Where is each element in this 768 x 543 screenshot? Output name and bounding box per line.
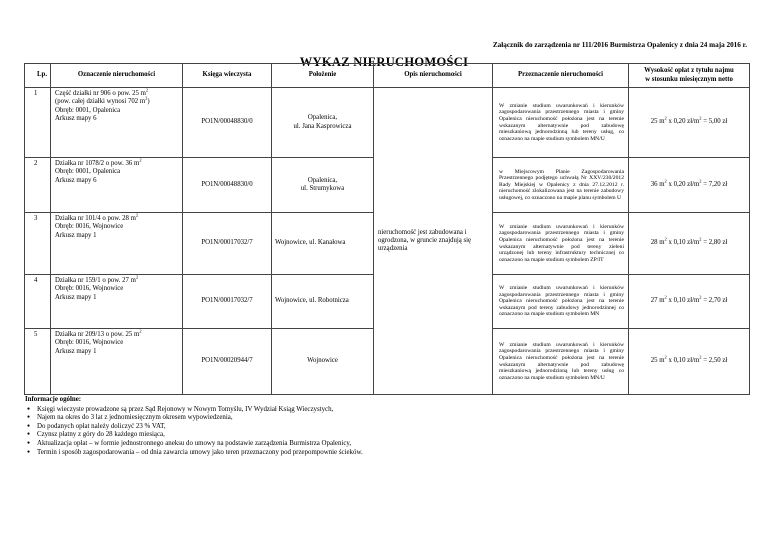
- row-register: PO1N/00048830/0: [183, 158, 272, 213]
- list-item: ● Termin i sposób zagospodarowania – od dnia zawarcia umowy jako teren przeznaczony pod przepompownie ścieków.: [37, 449, 363, 458]
- row-location: Opalenica, ul. Jana Kasprowicza: [272, 88, 374, 158]
- shared-description: nieruchomość jest zabudowana i ogrodzona, w gruncie znajdują się urządzenia: [374, 88, 493, 395]
- row-designation: Działka nr 159/1 o pow. 27 $m^2$ Obręb: 0016, Wojnowice Arkusz mapy 1: [51, 275, 183, 329]
- header-lp: Lp.: [25, 64, 51, 88]
- row-location: Opalenica, ul. Strumykowa: [272, 158, 374, 213]
- header-register: Księga wieczysta: [183, 64, 272, 88]
- row-fee: 36 $m^2$ x 0,20 $zł/m^2 = 7,20$ zł: [629, 158, 750, 213]
- list-item: ● Aktualizacja opłat – w formie jednostronnego aneksu do umowy na podstawie zarządzenia Burmistrza Opalenicy,: [37, 440, 363, 449]
- header-location: Położenie: [272, 64, 374, 88]
- list-item: ● Do podanych opłat należy doliczyć 23 % VAT,: [37, 423, 363, 432]
- row-register: PO1N/00017032/7: [183, 213, 272, 275]
- row-designation: Działka nr 1078/2 o pow. 36 $m^2$ Obręb: 0001, Opalenica Arkusz mapy 6: [51, 158, 183, 213]
- header-fee-line1: Wysokość opłat z tytułu najmu: [644, 67, 734, 75]
- row-lp: 5: [25, 329, 51, 395]
- header-designation: Oznaczenie nieruchomości: [51, 64, 183, 88]
- row-purpose: W zmianie studium uwarunkowań i kierunków zagospodarowania przestrzennego miasta i gminy Opalenica nieruchomość położona jest na terenie wskazanym alternatywnie pod tereny zieleni urządzonej lub tereny infrastruktury technicznej co oznaczono na mapie studium symbolem ZP/IT: [493, 213, 629, 275]
- row-fee: 28 $m^2$ x 0,10 $zł/m^2 = 2,80$ zł: [629, 213, 750, 275]
- row-purpose: W zmianie studium uwarunkowań i kierunków zagospodarowania przestrzennego miasta i gminy Opalenica nieruchomość położona jest na terenie wskazanym alternatywnie pod zabudowę mieszkaniową jednorodzinną lub tereny usług co oznaczono na mapie studium symbolem MN/U: [493, 329, 629, 395]
- row-location: Wojnowice, ul. Robotnicza: [272, 275, 374, 329]
- list-item: ● Księgi wieczyste prowadzone są przez Sąd Rejonowy w Nowym Tomyślu, IV Wydział Ksiąg Wieczystych,: [37, 406, 363, 415]
- table-row: [25, 88, 750, 158]
- row-purpose: w Miejscowym Planie Zagospodarowania Przestrzennego podjętego uchwałą Nr XXV/230/2012 Rady Miejskiej w Opalenicy z dnia 27.12.2012 r. nieruchomość zlokalizowana jest na terenie zabudowy usługowej, co oznaczono na mapie planu symbolem U: [493, 158, 629, 213]
- row-purpose: W zmianie studium uwarunkowań i kierunków zagospodarowania przestrzennego miasta i gminy Opalenica nieruchomość położona jest na terenie wskazanym pod tereny zabudowy jednorodzinnej co oznaczono na mapie studium symbolem MN: [493, 275, 629, 329]
- row-designation: Część działki nr 906 o pow. 25 $m^2$ (pow. całej działki wynosi 702 $m^2$) Obręb: 0001, Opalenica Arkusz mapy 6: [51, 88, 183, 158]
- header-description: Opis nieruchomości: [374, 64, 493, 88]
- table-header-row: [25, 64, 750, 88]
- row-register: PO1N/00048830/0: [183, 88, 272, 158]
- row-location: Wojnowice, ul. Kanałowa: [272, 213, 374, 275]
- row-fee: 25 $m^2$ x 0,20 $zł/m^2 = 5,00$ zł: [629, 88, 750, 158]
- row-designation: Działka nr 101/4 o pow. 28 $m^2$ Obręb: 0016, Wojnowice Arkusz mapy 1: [51, 213, 183, 275]
- row-purpose: W zmianie studium uwarunkowań i kierunków zagospodarowania przestrzennego miasta i gminy Opalenica nieruchomość położona jest na terenie wskazanym alternatywnie pod zabudowę mieszkaniową jednorodzinną lub tereny usług, co oznaczono na mapie studium symbolem MN/U: [493, 88, 629, 158]
- list-item: ● Czynsz płatny z góry do 28 każdego miesiąca,: [37, 431, 363, 440]
- row-lp: 4: [25, 275, 51, 329]
- property-table: [24, 63, 750, 395]
- header-fee: [629, 64, 750, 88]
- row-register: PO1N/00020944/7: [183, 329, 272, 395]
- header-purpose: Przeznaczenie nieruchomości: [493, 64, 629, 88]
- row-fee: 25 $m^2$ x 0,10 $zł/m^2 = 2,50$ zł: [629, 329, 750, 395]
- info-heading: Informacje ogólne:: [25, 396, 82, 403]
- row-designation: Działka nr 209/13 o pow. 25 $m^2$ Obręb: 0016, Wojnowice Arkusz mapy 1: [51, 329, 183, 395]
- document-title: WYKAZ NIERUCHOMOŚCI: [299, 55, 469, 69]
- list-item: ● Najem na okres do 3 lat z jednomiesięcznym okresem wypowiedzenia,: [37, 414, 363, 423]
- header-fee-line2: w stosunku miesięcznym netto: [645, 75, 733, 83]
- attachment-note: Załącznik do zarządzenia nr 111/2016 Burmistrza Opalenicy z dnia 24 maja 2016 r.: [492, 41, 747, 49]
- row-lp: 3: [25, 213, 51, 275]
- row-register: PO1N/00017032/7: [183, 275, 272, 329]
- info-list: [25, 406, 363, 458]
- row-lp: 1: [25, 88, 51, 158]
- row-location: Wojnowice: [272, 329, 374, 395]
- row-fee: 27 $m^2$ x 0,10 $zł/m^2 = 2,70$ zł: [629, 275, 750, 329]
- general-info: [25, 396, 363, 457]
- row-lp: 2: [25, 158, 51, 213]
